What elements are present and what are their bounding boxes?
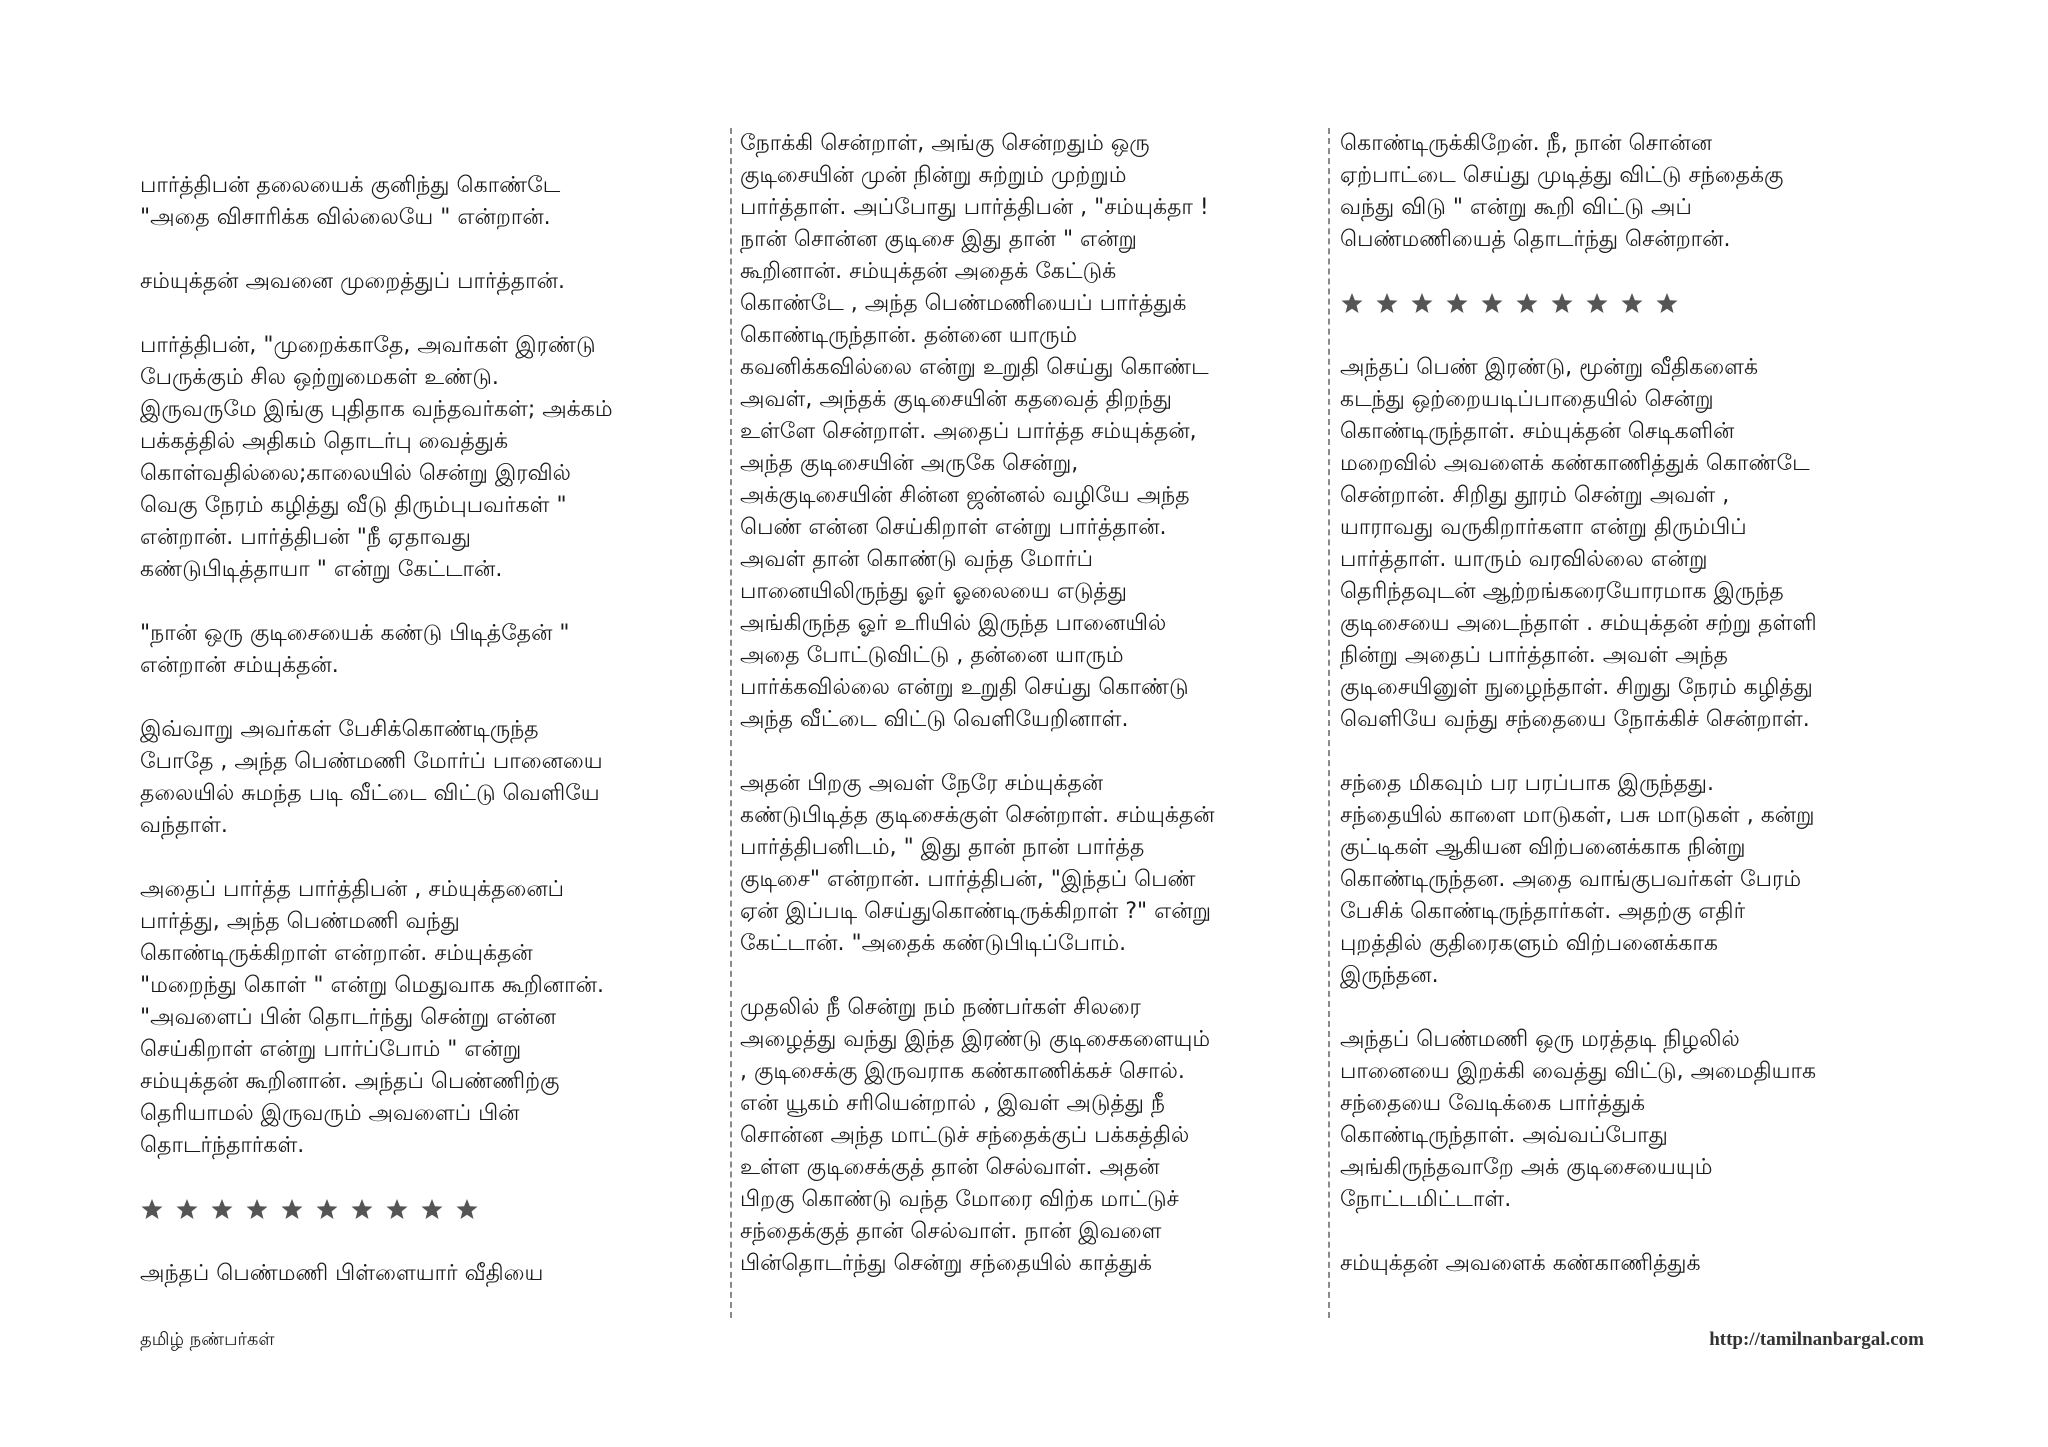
star-icon [1655, 292, 1679, 316]
paragraph: கொண்டிருக்கிறேன். நீ, நான் சொன்ன ஏற்பாட்டை செய்து முடித்து விட்டு சந்தைக்கு வந்து விடு " என்று கூறி விட்டு அப் பெண்மணியைத் தொடர்ந்து சென்றான். [1340, 131, 1784, 252]
paragraph: "நான் ஒரு குடிசையைக் கண்டு பிடித்தேன் " என்றான் சம்யுக்தன். [140, 621, 570, 678]
star-icon [1585, 292, 1609, 316]
star-icon [315, 1198, 339, 1222]
star-icon [210, 1198, 234, 1222]
paragraph: முதலில் நீ சென்று நம் நண்பர்கள் சிலரை அழைத்து வந்து இந்த இரண்டு குடிசைகளையும் , குடிசைக்கு இருவராக கண்காணிக்கச் சொல். என் யூகம் சரியென்றால் , இவள் அடுத்து நீ சொன்ன அந்த மாட்டுச் சந்தைக்குப் பக்கத்தில் உள்ள குடிசைக்குத் தான் செல்வாள். அதன் பிறகு கொண்டு வந்த மோரை விற்க மாட்டுச் சந்தைக்குத் தான் செல்வாள். நான் இவளை பின்தொடர்ந்து சென்று சந்தையில் காத்துக் [740, 995, 1211, 1276]
paragraph: சம்யுக்தன் அவளைக் கண்காணித்துக் [1340, 1251, 1701, 1276]
star-icon [1445, 292, 1469, 316]
section-separator [140, 1194, 730, 1226]
star-icon [175, 1198, 199, 1222]
paragraph: பார்த்திபன், "முறைக்காதே, அவர்கள் இரண்டு பேருக்கும் சில ஒற்றுமைகள் உண்டு. இருவருமே இங்கு புதிதாக வந்தவர்கள்; அக்கம் பக்கத்தில் அதிகம் தொடர்பு வைத்துக் கொள்வதில்லை;காலையில் சென்று இரவில் வெகு நேரம் கழித்து வீடு திரும்புபவர்கள் " என்றான். பார்த்திபன் "நீ ஏதாவது கண்டுபிடித்தாயா " என்று கேட்டான். [140, 333, 613, 582]
star-icon [1340, 292, 1364, 316]
section-separator [1340, 288, 1930, 320]
paragraph: பார்த்திபன் தலையைக் குனிந்து கொண்டே "அதை விசாரிக்க வில்லையே " என்றான். [140, 173, 561, 230]
footer-site-name: தமிழ் நண்பர்கள் [140, 1329, 275, 1350]
paragraph: அந்தப் பெண் இரண்டு, மூன்று வீதிகளைக் கடந்து ஒற்றையடிப்பாதையில் சென்று கொண்டிருந்தாள். சம்யுக்தன் செடிகளின் மறைவில் அவளைக் கண்காணித்துக் கொண்டே சென்றான். சிறிது தூரம் சென்று அவள் , யாராவது வருகிறார்களா என்று திரும்பிப் பார்த்தாள். யாரும் வரவில்லை என்று தெரிந்தவுடன் ஆற்றங்கரையோரமாக இருந்த குடிசையை அடைந்தாள் . சம்யுக்தன் சற்று தள்ளி நின்று அதைப் பார்த்தான். அவள் அந்த குடிசையினுள் நுழைந்தாள். சிறுது நேரம் கழித்து வெளியே வந்து சந்தையை நோக்கிச் சென்றாள். [1340, 355, 1817, 732]
column-divider [1328, 128, 1330, 1318]
star-icon [1480, 292, 1504, 316]
text-column-1 [140, 170, 730, 1316]
star-icon [350, 1198, 374, 1222]
star-icon [140, 1198, 164, 1222]
star-icon [1620, 292, 1644, 316]
paragraph: அந்தப் பெண்மணி பிள்ளையார் வீதியை [140, 1261, 544, 1286]
star-icon [1515, 292, 1539, 316]
paragraph: இவ்வாறு அவர்கள் பேசிக்கொண்டிருந்த போதே , அந்த பெண்மணி மோர்ப் பானையை தலையில் சுமந்த படி வீட்டை விட்டு வெளியே வந்தாள். [140, 717, 603, 838]
paragraph: அந்தப் பெண்மணி ஒரு மரத்தடி நிழலில் பானையை இறக்கி வைத்து விட்டு, அமைதியாக சந்தையை வேடிக்கை பார்த்துக் கொண்டிருந்தாள். அவ்வப்போது அங்கிருந்தவாறே அக் குடிசையையும் நோட்டமிட்டாள். [1340, 1027, 1817, 1212]
column-divider [730, 128, 732, 1318]
star-icon [385, 1198, 409, 1222]
star-icon [1375, 292, 1399, 316]
footer-url-link[interactable]: http://tamilnanbargal.com [1709, 1329, 1924, 1350]
star-icon [420, 1198, 444, 1222]
star-icon [1550, 292, 1574, 316]
paragraph: சந்தை மிகவும் பர பரப்பாக இருந்தது. சந்தையில் காளை மாடுகள், பசு மாடுகள் , கன்று குட்டிகள் ஆகியன விற்பனைக்காக நின்று கொண்டிருந்தன. அதை வாங்குபவர்கள் பேரம் பேசிக் கொண்டிருந்தார்கள். அதற்கு எதிர் புறத்தில் குதிரைகளும் விற்பனைக்காக இருந்தன. [1340, 771, 1815, 988]
star-icon [245, 1198, 269, 1222]
paragraph: அதைப் பார்த்த பார்த்திபன் , சம்யுக்தனைப் பார்த்து, அந்த பெண்மணி வந்து கொண்டிருக்கிறாள் என்றான். சம்யுக்தன் "மறைந்து கொள் " என்று மெதுவாக கூறினான். "அவளைப் பின் தொடர்ந்து சென்று என்ன செய்கிறாள் என்று பார்ப்போம் " என்று சம்யுக்தன் கூறினான். அந்தப் பெண்ணிற்கு தெரியாமல் இருவரும் அவளைப் பின் தொடர்ந்தார்கள். [140, 877, 604, 1158]
star-icon [455, 1198, 479, 1222]
paragraph: அதன் பிறகு அவள் நேரே சம்யுக்தன் கண்டுபிடித்த குடிசைக்குள் சென்றாள். சம்யுக்தன் பார்த்திபனிடம், " இது தான் நான் பார்த்த குடிசை" என்றான். பார்த்திபன், "இந்தப் பெண் ஏன் இப்படி செய்துகொண்டிருக்கிறாள் ?" என்று கேட்டான். "அதைக் கண்டுபிடிப்போம். [740, 771, 1215, 956]
paragraph: நோக்கி சென்றாள், அங்கு சென்றதும் ஒரு குடிசையின் முன் நின்று சுற்றும் முற்றும் பார்த்தாள். அப்போது பார்த்திபன் , "சம்யுக்தா ! நான் சொன்ன குடிசை இது தான் " என்று கூறினான். சம்யுக்தன் அதைக் கேட்டுக் கொண்டே , அந்த பெண்மணியைப் பார்த்துக் கொண்டிருந்தான். தன்னை யாரும் கவனிக்கவில்லை என்று உறுதி செய்து கொண்ட அவள், அந்தக் குடிசையின் கதவைத் திறந்து உள்ளே சென்றாள். அதைப் பார்த்த சம்யுக்தன், அந்த குடிசையின் அருகே சென்று, அக்குடிசையின் சின்ன ஜன்னல் வழியே அந்த பெண் என்ன செய்கிறாள் என்று பார்த்தான். அவள் தான் கொண்டு வந்த மோர்ப் பானையிலிருந்து ஓர் ஓலையை எடுத்து அங்கிருந்த ஓர் உரியில் இருந்த பானையில் அதை போட்டுவிட்டு , தன்னை யாரும் பார்க்கவில்லை என்று உறுதி செய்து கொண்டு அந்த வீட்டை விட்டு வெளியேறினாள். [740, 131, 1209, 732]
star-icon [280, 1198, 304, 1222]
star-icon [1410, 292, 1434, 316]
text-column-2 [740, 128, 1330, 1316]
text-column-3 [1340, 128, 1930, 1316]
paragraph: சம்யுக்தன் அவனை முறைத்துப் பார்த்தான். [140, 269, 565, 294]
